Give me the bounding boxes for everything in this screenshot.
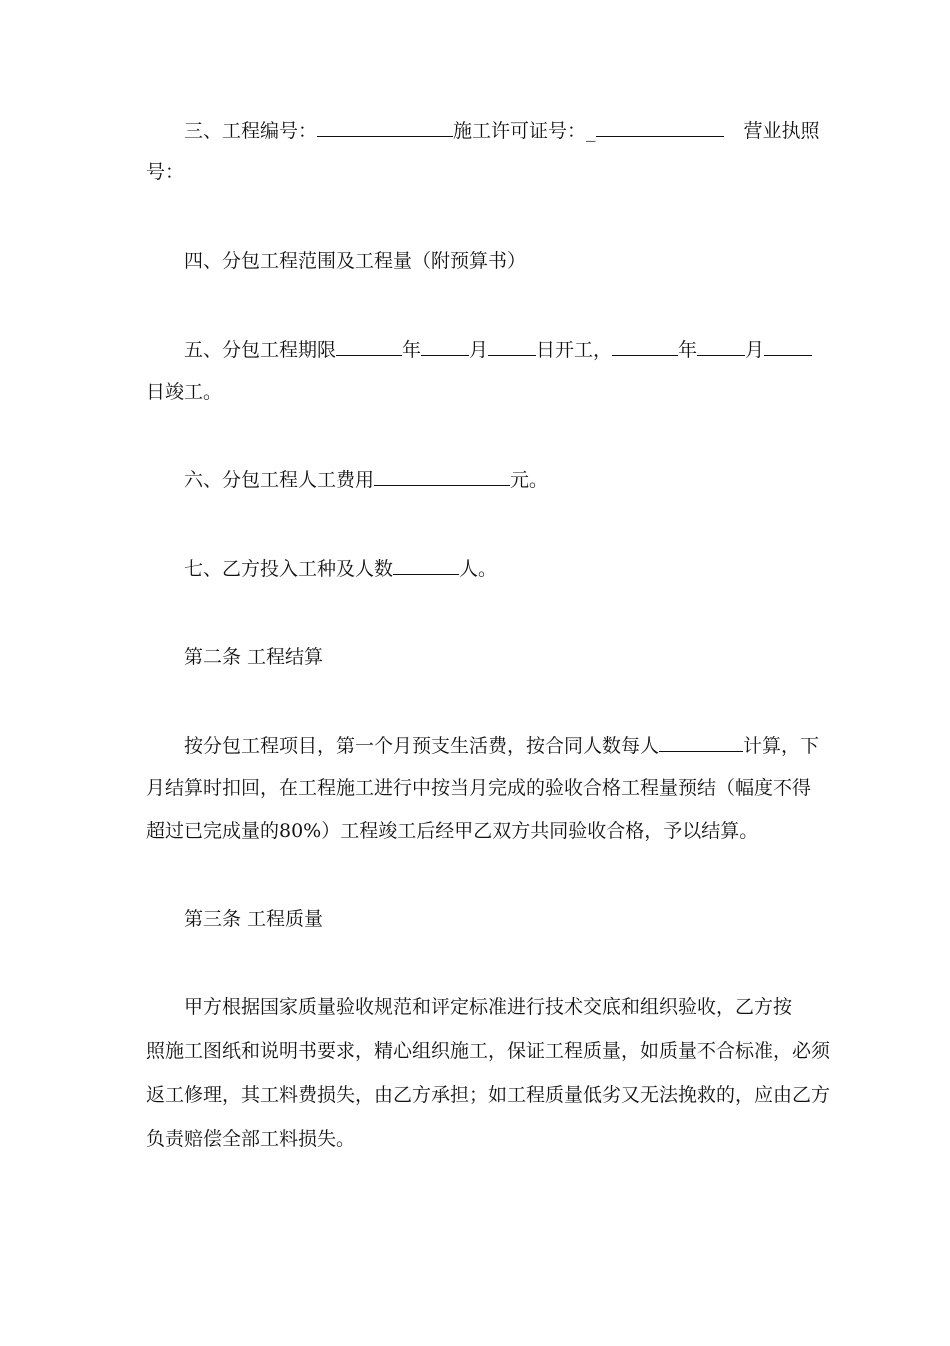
permit-no-label: 施工许可证号：_ [453, 120, 596, 142]
end-year-blank [612, 337, 678, 356]
article3-line3-text: 返工修理，其工料费损失，由乙方承担；如工程质量低劣又无法挽救的，应由乙方 [146, 1084, 831, 1106]
workers-unit: 人。 [459, 558, 498, 580]
start-month-label: 月 [469, 339, 489, 361]
scope-text: 四、分包工程范围及工程量（附预算书） [184, 250, 527, 272]
article3-line1-text: 甲方根据国家质量验收规范和评定标准进行技术交底和组织验收，乙方按 [184, 996, 793, 1018]
clause-labor-cost [184, 467, 812, 492]
article3-line2-text: 照施工图纸和说明书要求，精心组织施工，保证工程质量，如质量不合标准，必须 [146, 1040, 831, 1062]
clause-period-cont [146, 380, 812, 404]
end-year-label: 年 [678, 339, 698, 361]
workers-blank [393, 556, 459, 575]
article2-line3 [146, 819, 812, 843]
license-label: 营业执照 [743, 120, 820, 142]
license-label-cont: 号： [146, 161, 185, 183]
start-day-blank [488, 337, 536, 356]
article2-line1-text: 按分包工程项目，第一个月预支生活费，按合同人数每人 [184, 735, 660, 757]
labor-cost-blank [374, 467, 510, 486]
living-allowance-blank [659, 733, 743, 752]
start-year-label: 年 [402, 339, 422, 361]
article3-line4-text: 负责赔偿全部工料损失。 [146, 1128, 356, 1150]
end-day-label: 日竣工。 [146, 381, 223, 403]
article2-line2 [146, 776, 812, 800]
article2-line1 [184, 733, 820, 758]
end-month-label: 月 [745, 339, 765, 361]
clause-project-no [184, 118, 820, 143]
start-month-blank [421, 337, 469, 356]
article3-heading-text: 第三条 工程质量 [184, 908, 324, 930]
article2-line2-text: 月结算时扣回，在工程施工进行中按当月完成的验收合格工程量预结（幅度不得 [146, 777, 812, 799]
article3-line1 [184, 995, 812, 1019]
clause-license-cont [146, 160, 812, 184]
article3-line3 [146, 1083, 831, 1107]
permit-no-blank [596, 118, 724, 137]
article2-heading-text: 第二条 工程结算 [184, 646, 324, 668]
workers-label: 七、乙方投入工种及人数 [184, 558, 394, 580]
end-month-blank [697, 337, 745, 356]
project-no-label: 三、工程编号： [184, 120, 318, 142]
article2-line1-end: 计算，下 [743, 735, 820, 757]
article3-line2 [146, 1039, 831, 1063]
clause-period [184, 337, 812, 362]
project-no-blank [317, 118, 453, 137]
article2-heading [184, 645, 812, 669]
start-day-label: 日开工， [536, 339, 613, 361]
end-day-blank [764, 337, 812, 356]
article3-heading [184, 907, 812, 931]
article2-line3-text: 超过已完成量的80%）工程竣工后经甲乙双方共同验收合格，予以结算。 [146, 820, 759, 842]
article3-line4 [146, 1127, 812, 1151]
clause-workers [184, 556, 812, 581]
clause-scope [184, 249, 812, 273]
start-year-blank [336, 337, 402, 356]
period-label: 五、分包工程期限 [184, 339, 337, 361]
labor-cost-unit: 元。 [510, 469, 549, 491]
labor-cost-label: 六、分包工程人工费用 [184, 469, 375, 491]
